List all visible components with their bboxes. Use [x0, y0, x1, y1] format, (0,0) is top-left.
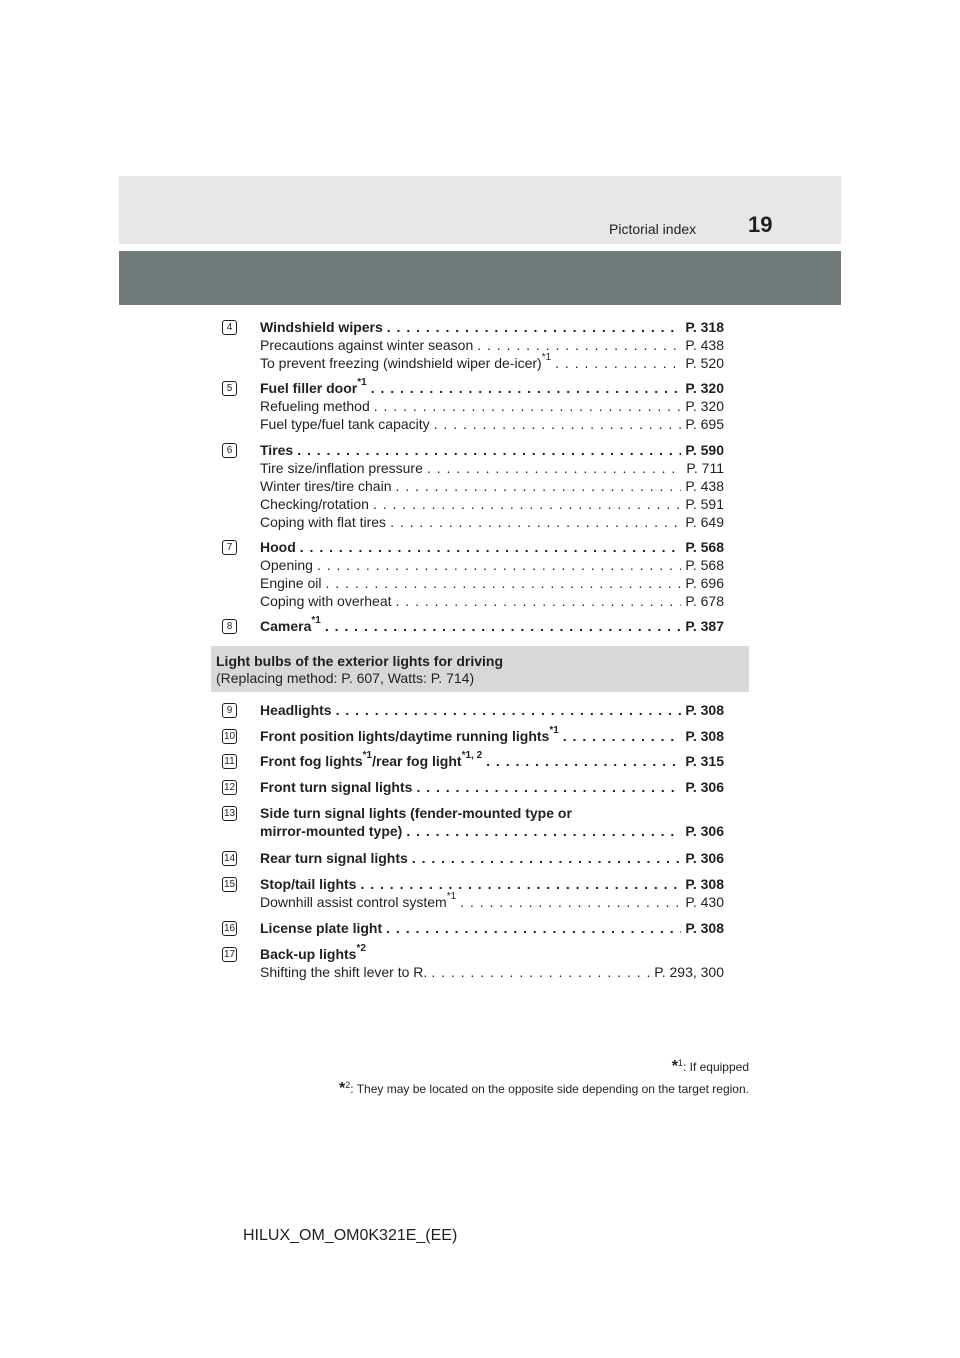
item-number-badge: 16 — [223, 922, 236, 934]
entry-main-line — [222, 727, 724, 745]
entry-main-line — [222, 945, 724, 963]
index-entry — [222, 849, 724, 867]
page-reference: P. 438 — [685, 337, 724, 353]
sub-label: Precautions against winter season — [260, 337, 474, 353]
page-reference: P. 438 — [685, 478, 724, 494]
leader-dots — [325, 617, 682, 635]
entry-label: Front position lights/daytime running lights$^{*1}$ — [260, 725, 559, 744]
page-reference: P. 591 — [685, 496, 724, 512]
leader-dots — [373, 495, 681, 513]
entry-label: Hood — [260, 539, 296, 555]
item-number-badge: 9 — [222, 703, 237, 718]
footnote: *$^2$: They may be located on the opposite side depending on the target region. — [339, 1080, 749, 1097]
leader-dots — [416, 778, 681, 796]
leader-dots — [387, 318, 682, 336]
item-number-badge: 6 — [222, 443, 237, 458]
leader-dots — [555, 354, 681, 372]
leader-dots — [336, 701, 682, 719]
entry-main-line — [222, 919, 724, 937]
page-reference: P. 306 — [685, 850, 724, 866]
entry-sub-line — [222, 556, 724, 574]
entry-label: Camera$^{*1}$ — [260, 615, 321, 634]
index-entry — [222, 804, 724, 840]
index-entry — [222, 379, 724, 433]
page-reference: P. 293, 300 — [654, 964, 724, 980]
leader-dots — [374, 397, 682, 415]
entry-sub-line — [222, 893, 724, 911]
page-reference: P. 520 — [685, 355, 724, 371]
footnote-mark: *1 — [357, 377, 367, 389]
leader-dots — [434, 415, 682, 433]
item-number-badge: 17 — [223, 948, 236, 960]
index-entry — [222, 538, 724, 610]
index-entry — [222, 778, 724, 796]
entry-label: mirror-mounted type) — [260, 823, 403, 839]
entry-sub-line — [222, 354, 724, 372]
sub-label: Winter tires/tire chain — [260, 478, 392, 494]
page-number: 19 — [748, 212, 773, 237]
leader-dots — [427, 459, 682, 477]
leader-dots — [390, 513, 681, 531]
index-entry — [222, 701, 724, 719]
entry-main-line — [222, 379, 724, 397]
index-entry — [222, 617, 724, 635]
entry-sub-line — [222, 574, 724, 592]
leader-dots — [396, 592, 682, 610]
leader-dots — [326, 574, 682, 592]
page-reference: P. 306 — [685, 823, 724, 839]
page-reference: P. 308 — [685, 702, 724, 718]
entry-main-line — [222, 778, 724, 796]
item-number-badge: 12 — [223, 781, 236, 793]
item-number-badge: 15 — [223, 878, 236, 890]
entry-label: Rear turn signal lights — [260, 850, 408, 866]
entry-main-line — [222, 701, 724, 719]
leader-dots — [412, 849, 682, 867]
entry-label: Back-up lights$^{*2}$ — [260, 943, 366, 962]
page-reference: P. 308 — [685, 920, 724, 936]
leader-dots — [300, 538, 682, 556]
index-entry — [222, 752, 724, 770]
page-reference: P. 568 — [685, 539, 724, 555]
entry-label: Side turn signal lights (fender-mounted type or — [260, 805, 572, 821]
page-reference: P. 308 — [685, 728, 724, 744]
entry-sub-line — [222, 592, 724, 610]
leader-dots — [386, 919, 681, 937]
leader-dots — [486, 752, 681, 770]
page-reference: P. 568 — [685, 557, 724, 573]
page-reference: P. 711 — [686, 460, 724, 476]
footnote-mark: *2 — [356, 943, 366, 955]
page-reference: P. 695 — [685, 416, 724, 432]
index-entry — [222, 318, 724, 372]
index-entry — [222, 727, 724, 745]
leader-dots — [477, 336, 681, 354]
page-reference: P. 387 — [685, 618, 724, 634]
footnote-mark: *1 — [549, 725, 559, 737]
section-title: Pictorial index — [609, 221, 697, 237]
leader-dots — [317, 556, 681, 574]
entry-label: License plate light — [260, 920, 383, 936]
entry-main-line — [222, 804, 724, 822]
footnote-mark: *1 — [446, 891, 457, 903]
index-entry — [222, 441, 724, 531]
leader-dots — [563, 727, 682, 745]
entry-sub-line — [222, 397, 724, 415]
page-reference: P. 430 — [685, 894, 724, 910]
sub-label: Refueling method — [260, 398, 370, 414]
entry-main-line — [222, 822, 724, 840]
sub-label: Opening — [260, 557, 313, 573]
document-code: HILUX_OM_OM0K321E_(EE) — [243, 1227, 458, 1244]
entry-sub-line — [222, 415, 724, 433]
sub-label: Checking/rotation — [260, 496, 369, 512]
sub-label: Shifting the shift lever to R. — [260, 964, 428, 980]
leader-dots — [297, 441, 681, 459]
entry-label: Tires — [260, 442, 294, 458]
index-entry — [222, 875, 724, 911]
leader-dots — [371, 379, 682, 397]
item-number-badge: 11 — [222, 754, 237, 769]
leader-dots — [431, 963, 650, 981]
sub-label: Downhill assist control system$^{*1}$ — [260, 891, 457, 910]
sub-label: Engine oil — [260, 575, 322, 591]
sub-label: Tire size/inflation pressure — [260, 460, 423, 476]
page-reference: P. 590 — [685, 442, 724, 458]
entry-label: Front fog lights$^{*1}$/rear fog light$^{*1, 2}$ — [260, 750, 483, 769]
entry-sub-line — [222, 459, 724, 477]
leader-dots — [406, 822, 681, 840]
entry-label: Stop/tail lights — [260, 876, 357, 892]
entry-label: Headlights — [260, 702, 332, 718]
entry-main-line — [222, 617, 724, 635]
page-reference: P. 320 — [685, 380, 724, 396]
item-number-badge: 5 — [222, 381, 237, 396]
entry-main-line — [222, 875, 724, 893]
footnote: *$^1$: If equipped — [671, 1058, 749, 1075]
page-reference: P. 315 — [685, 753, 724, 769]
page-reference: P. 318 — [685, 319, 724, 335]
index-entry — [222, 945, 724, 981]
page-reference: P. 308 — [685, 876, 724, 892]
entry-label: Windshield wipers — [260, 319, 383, 335]
section-heading: Light bulbs of the exterior lights for driving — [216, 653, 503, 669]
page-reference: P. 649 — [685, 514, 724, 530]
header-dark-band — [119, 251, 841, 305]
entry-main-line — [222, 538, 724, 556]
entry-sub-line — [222, 513, 724, 531]
leader-dots — [360, 875, 681, 893]
item-number-badge: 10 — [223, 730, 236, 742]
page-reference: P. 306 — [685, 779, 724, 795]
entry-main-line — [222, 752, 724, 770]
item-number-badge: 14 — [223, 852, 236, 864]
sub-label: Fuel type/fuel tank capacity — [260, 416, 430, 432]
footnote-mark: *1 — [541, 352, 552, 364]
index-entry — [222, 919, 724, 937]
page-reference: P. 696 — [685, 575, 724, 591]
entry-main-line — [222, 849, 724, 867]
footnote-mark: *1 — [362, 750, 373, 762]
entry-sub-line — [222, 963, 724, 981]
page-reference: P. 678 — [685, 593, 724, 609]
entry-main-line — [222, 318, 724, 336]
entry-label: Fuel filler door$^{*1}$ — [260, 377, 367, 396]
entry-label: Front turn signal lights — [260, 779, 413, 795]
leader-dots — [460, 893, 681, 911]
sub-label: Coping with overheat — [260, 593, 392, 609]
footnote-mark: *1 — [311, 615, 321, 627]
section-heading-box — [211, 646, 749, 692]
entry-sub-line — [222, 336, 724, 354]
item-number-badge: 4 — [222, 320, 237, 335]
leader-dots — [395, 477, 681, 495]
item-number-badge: 13 — [223, 807, 236, 819]
page-reference: P. 320 — [685, 398, 724, 414]
entry-main-line — [222, 441, 724, 459]
sub-label: To prevent freezing (windshield wiper de-icer)$^{*1}$ — [260, 352, 552, 371]
footnote-mark: *1, 2 — [461, 750, 483, 762]
sub-label: Coping with flat tires — [260, 514, 387, 530]
item-number-badge: 7 — [222, 540, 237, 555]
section-subheading: (Replacing method: P. 607, Watts: P. 714) — [216, 670, 475, 686]
entry-sub-line — [222, 495, 724, 513]
item-number-badge: 8 — [222, 619, 237, 634]
header-band — [119, 176, 841, 244]
entry-sub-line — [222, 477, 724, 495]
